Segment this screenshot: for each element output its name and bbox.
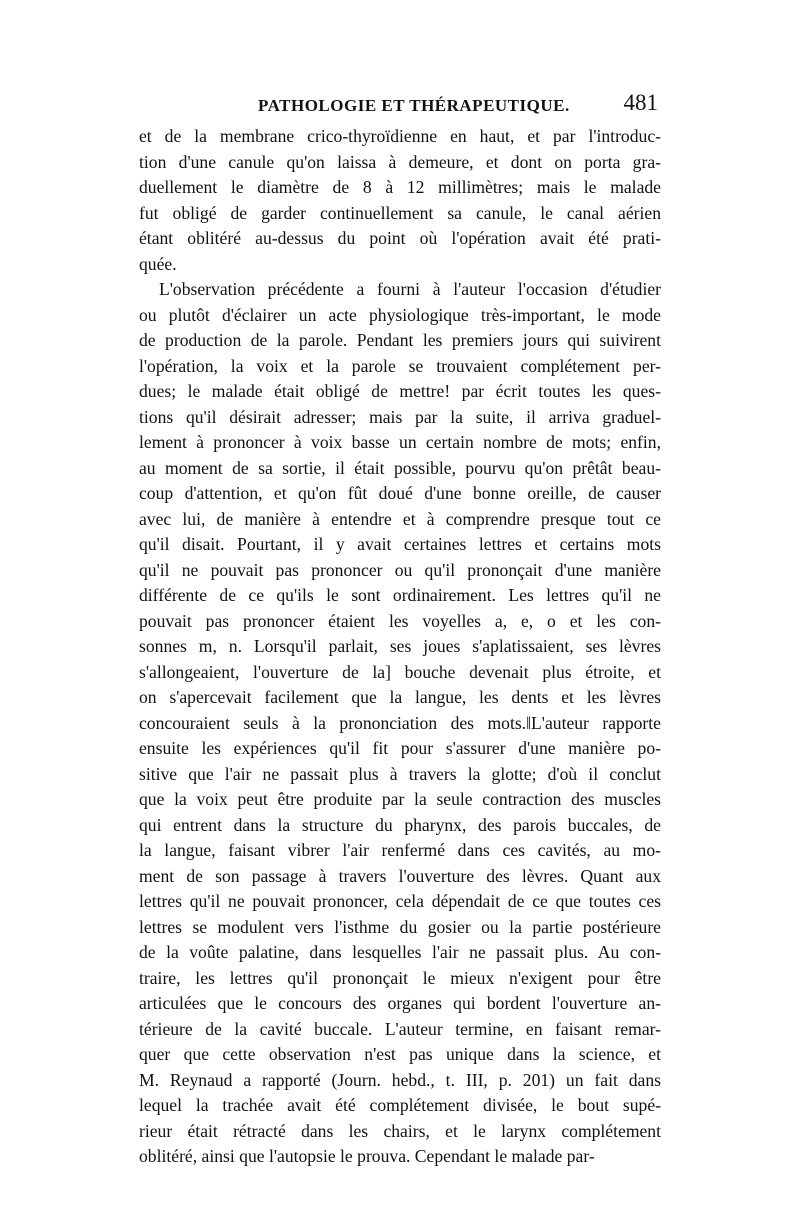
paragraph (139, 124, 661, 277)
running-title: PATHOLOGIE ET THÉRAPEUTIQUE. (258, 96, 570, 115)
text-line: la langue, faisant vibrer l'air renfermé dans ces cavités, au mo- (139, 840, 661, 860)
text-line: pouvait pas prononcer étaient les voyelles a, e, o et les con- (139, 610, 661, 631)
text-line: de production de la parole. Pendant les premiers jours qui suivirent (139, 330, 661, 350)
text-line: traire, les lettres qu'il prononçait le mieux n'exigent pour être (139, 967, 661, 988)
text-line: dues; le malade était obligé de mettre! par écrit toutes les ques- (139, 381, 661, 401)
text-line: oblitéré, ainsi que l'autopsie le prouva. Cependant le malade par- (139, 1146, 595, 1166)
text-line: lettres qu'il ne pouvait prononcer, cela dépendait de ce que toutes ces (139, 891, 661, 911)
text-line: avec lui, de manière à entendre et à comprendre presque tout ce (139, 508, 661, 529)
text-line: articulées que le concours des organes qui bordent l'ouverture an- (139, 993, 661, 1013)
text-line: lequel la trachée avait été complétement divisée, le bout supé- (139, 1095, 661, 1115)
text-line: différente de ce qu'ils le sont ordinairement. Les lettres qu'il ne (139, 585, 661, 605)
text-line: lettres se modulent vers l'isthme du gosier ou la partie postérieure (139, 916, 661, 937)
page-number: 481 (623, 90, 658, 115)
text-line: l'opération, la voix et la parole se trouvaient complétement per- (139, 355, 661, 376)
text-line: quée. (139, 253, 177, 274)
text-line: s'allongeaient, l'ouverture de la] bouche devenait plus étroite, et (139, 661, 661, 682)
text-line: que la voix peut être produite par la seule contraction des muscles (139, 789, 661, 809)
text-line: lement à prononcer à voix basse un certain nombre de mots; enfin, (139, 432, 661, 452)
text-line: M. Reynaud a rapporté (Journ. hebd., t. III, p. 201) un fait dans (139, 1069, 661, 1090)
text-line: ou plutôt d'éclairer un acte physiologique très-important, le mode (139, 304, 661, 325)
text-line: coup d'attention, et qu'on fût doué d'une bonne oreille, de causer (139, 483, 661, 503)
text-line: qu'il disait. Pourtant, il y avait certaines lettres et certains mots (139, 534, 661, 554)
text-line: concouraient seuls à la prononciation des mots.‖L'auteur rapporte (139, 712, 661, 733)
text-line: térieure de la cavité buccale. L'auteur termine, en faisant remar- (139, 1018, 661, 1039)
text-line: duellement le diamètre de 8 à 12 millimètres; mais le malade (139, 177, 661, 197)
text-line: ensuite les expériences qu'il fit pour s'assurer d'une manière po- (139, 738, 661, 758)
text-line: sitive que l'air ne passait plus à travers la glotte; d'où il conclut (139, 763, 661, 784)
text-line: L'observation précédente a fourni à l'auteur l'occasion d'étudier (159, 279, 661, 299)
text-line: qui entrent dans la structure du pharynx, des parois buccales, de (139, 814, 661, 835)
text-line: de la voûte palatine, dans lesquelles l'air ne passait plus. Au con- (139, 942, 661, 962)
text-line: tions qu'il désirait adresser; mais par la suite, il arriva graduel- (139, 406, 661, 427)
text-line: fut obligé de garder continuellement sa canule, le canal aérien (139, 202, 661, 223)
body-text (139, 124, 661, 1170)
text-line: on s'apercevait facilement que la langue, les dents et les lèvres (139, 687, 661, 707)
paragraph (139, 277, 661, 1170)
text-line: ment de son passage à travers l'ouverture des lèvres. Quant aux (139, 865, 661, 886)
text-line: rieur était rétracté dans les chairs, et le larynx complétement (139, 1120, 661, 1141)
text-line: étant oblitéré au-dessus du point où l'opération avait été prati- (139, 228, 661, 248)
text-line: tion d'une canule qu'on laissa à demeure, et dont on porta gra- (139, 151, 661, 172)
text-line: au moment de sa sortie, il était possible, pourvu qu'on prêtât beau- (139, 457, 661, 478)
text-line: quer que cette observation n'est pas unique dans la science, et (139, 1044, 661, 1064)
text-line: qu'il ne pouvait pas prononcer ou qu'il prononçait d'une manière (139, 559, 661, 580)
text-line: et de la membrane crico-thyroïdienne en haut, et par l'introduc- (139, 126, 661, 146)
running-head (258, 90, 658, 124)
text-line: sonnes m, n. Lorsqu'il parlait, ses joues s'aplatissaient, ses lèvres (139, 636, 661, 656)
